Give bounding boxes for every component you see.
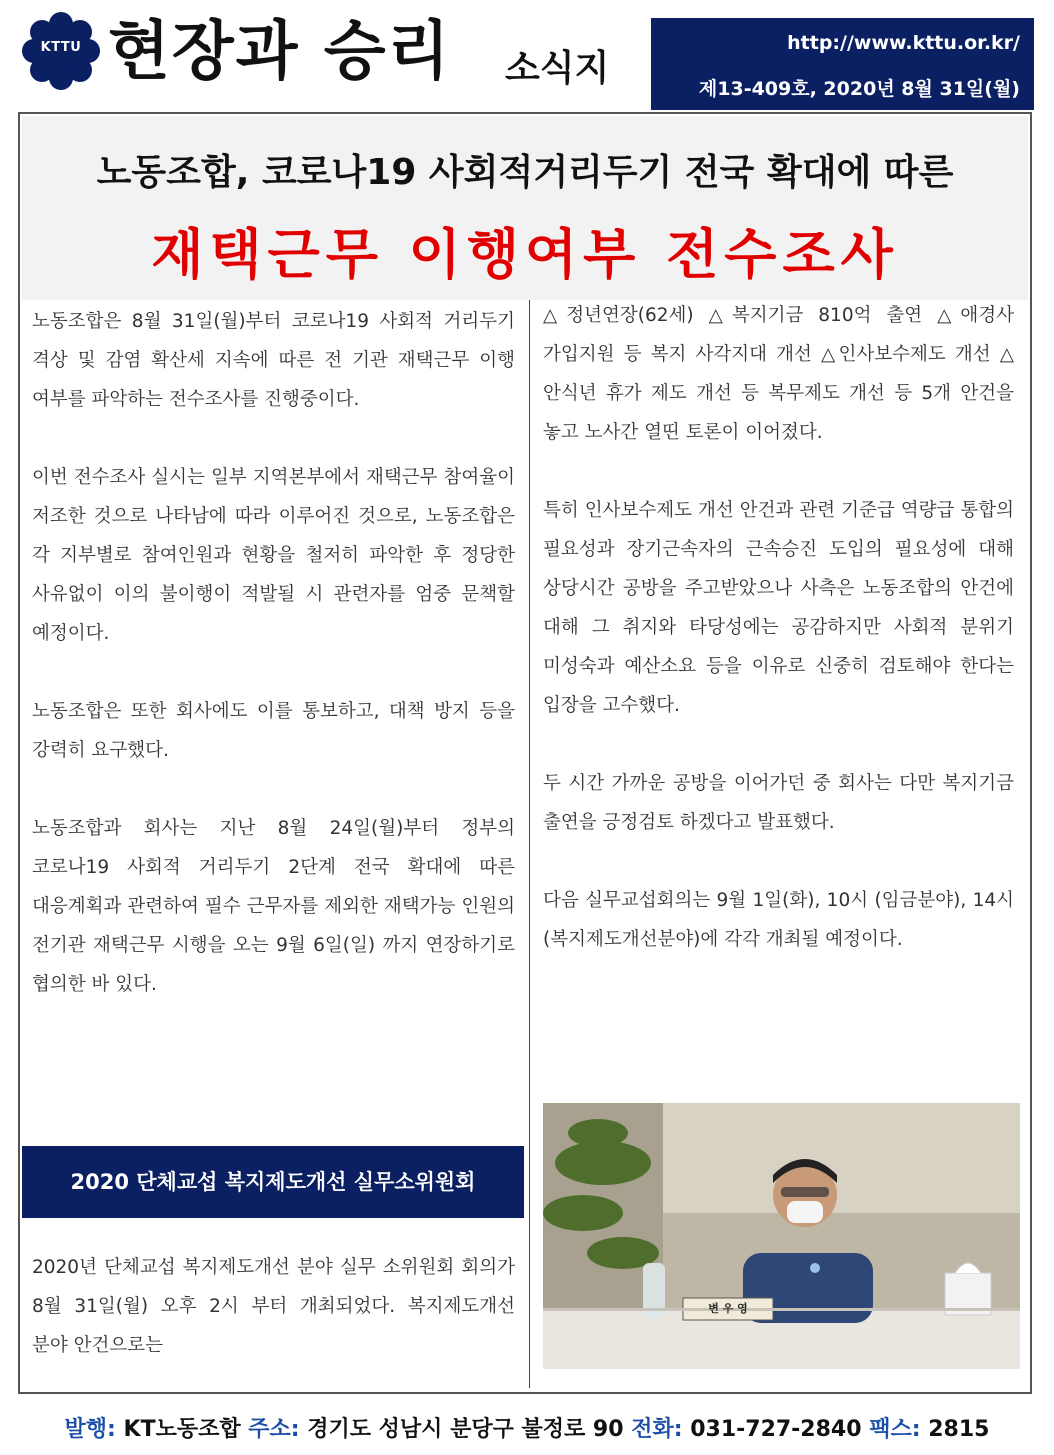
left-paragraph-4: 노동조합과 회사는 지난 8월 24일(월)부터 정부의 코로나19 사회적 거리두기 2단계 전국 확대에 따른 대응계획과 관련하여 필수 근무자를 제외한 재택가능 인원의 전기관 재택근무 시행을 오는 9월 6일(일) 까지 연장하기로 협의한 바 있다. [32,818,515,995]
footer [0,1412,1054,1443]
footer-phone: 031-727-2840 [690,1417,862,1442]
headline-line-2: 재택근무 이행여부 전수조사 [151,223,899,286]
header-info-box [651,18,1034,110]
newsletter-title: 현장과 승리 [108,14,452,89]
right-paragraph-4: 다음 실무교섭회의는 9월 1일(화), 10시 (임금분야), 14시 (복지제도개선분야)에 각각 개최될 예정이다. [543,890,1014,950]
logo-text: KTTU [40,40,82,55]
footer-address: 경기도 성남시 분당구 불정로 90 [307,1417,624,1442]
right-paragraph-3: 두 시간 가까운 공방을 이어가던 중 회사는 다만 복지기금 출연을 긍정검토 하겠다고 발표했다. [543,773,1014,833]
footer-address-label: 주소: [248,1417,300,1442]
left-paragraph-1: 노동조합은 8월 31일(월)부터 코로나19 사회적 거리두기 격상 및 감염 확산세 지속에 따른 전 기관 재택근무 이행 여부를 파악하는 전수조사를 진행중이다. [32,311,515,410]
left-column-section [32,1248,515,1404]
headline-line-1: 노동조합, 코로나19 사회적거리두기 전국 확대에 따른 [96,152,954,193]
right-column [543,296,1014,998]
footer-publisher: KT노동조합 [123,1417,241,1442]
right-paragraph-1: △정년연장(62세) △복지기금 810억 출연 △애경사 가입지원 등 복지 사각지대 개선 △인사보수제도 개선 △안식년 휴가 제도 개선 등 복무제도 개선 등 5개 안건을 놓고 노사간 열띤 토론이 이어졌다. [543,305,1014,443]
right-paragraph-2: 특히 인사보수제도 개선 안건과 관련 기준급 역량급 통합의 필요성과 장기근속자의 근속승진 도입의 필요성에 대해 상당시간 공방을 주고받았으나 사측은 노동조합의 안건에 대해 그 취지와 타당성에는 공감하지만 사회적 분위기 미성숙과 예산소요 등을 이유로 신중히 검토해야 한다는 입장을 고수했다. [543,500,1014,716]
column-divider [529,300,530,1388]
newsletter-subtitle: 소식지 [505,47,610,89]
left-paragraph-2: 이번 전수조사 실시는 일부 지역본부에서 재택근무 참여율이 저조한 것으로 나타남에 따라 이루어진 것으로, 노동조합은 각 지부별로 참여인원과 현황을 철저히 파악한 후 정당한 사유없이 이의 불이행이 적발될 시 관련자를 엄중 문책할 예정이다. [32,467,515,644]
masthead [0,0,1054,112]
left-paragraph-3: 노동조합은 또한 회사에도 이를 통보하고, 대책 방지 등을 강력히 요구했다. [32,701,515,761]
meeting-photo-illustration [543,1103,1020,1369]
footer-fax-label: 팩스: [869,1417,921,1442]
photo-nameplate: 변 우 영 [708,1302,748,1315]
left-column [32,302,515,1043]
section-paragraph: 2020년 단체교섭 복지제도개선 분야 실무 소위원회 회의가 8월 31일(월) 오후 2시 부터 개최되었다. 복지제도개선 분야 안건으로는 [32,1257,515,1356]
website-url[interactable]: http://www.kttu.or.kr/ [787,32,1020,54]
footer-publisher-label: 발행: [64,1417,116,1442]
footer-fax: 2815 [928,1417,990,1442]
section-title-bar: 2020 단체교섭 복지제도개선 실무소위원회 [22,1146,524,1218]
issue-number-date: 제13-409호, 2020년 8월 31일(월) [698,78,1020,100]
meeting-photo [543,1103,1020,1369]
footer-phone-label: 전화: [631,1417,683,1442]
